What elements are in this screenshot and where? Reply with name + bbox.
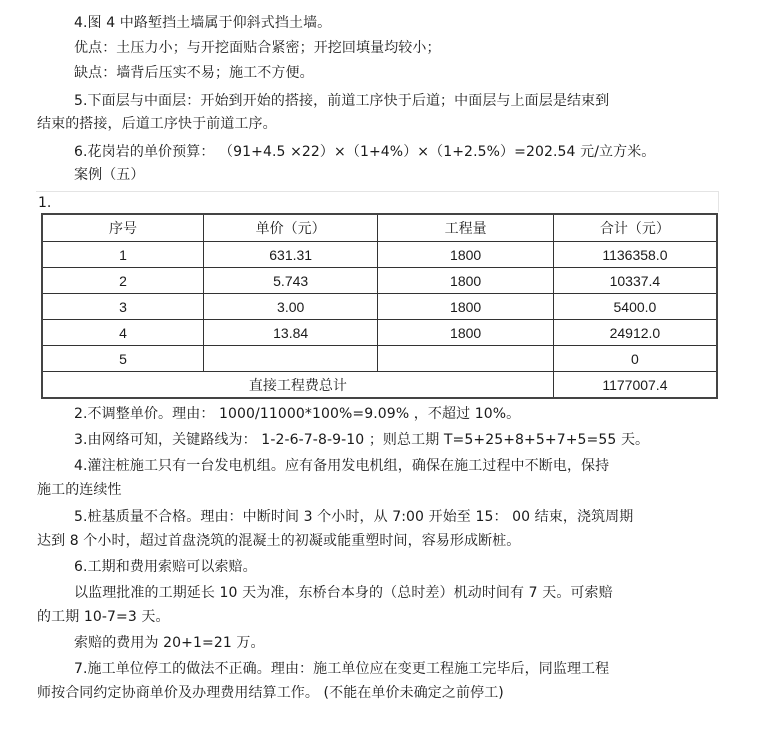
- paragraph-granite-price: 6.花岗岩的单价预算： （91+4.5 ×22）×（1+4%）×（1+2.5%）=202.54 元/立方米。: [74, 144, 656, 160]
- item-number-box: [36, 191, 719, 212]
- answer-2: 2.不调整单价。理由： 1000/11000*100%=9.09% ，不超过 10%。: [74, 406, 521, 422]
- section-heading-case-5: 案例（五）: [74, 167, 145, 183]
- item-number: 1.: [38, 195, 52, 211]
- answer-5-cont: 达到 8 个小时，超过首盘浇筑的混凝土的初凝或能重塑时间，容易形成断桩。: [37, 533, 521, 549]
- table-row: [42, 294, 717, 320]
- answer-6-extension-cont: 的工期 10-7=3 天。: [37, 609, 170, 625]
- table-cell: 1800: [378, 268, 553, 294]
- paragraph-advantages: 优点：土压力小；与开挖面贴合紧密；开挖回填量均较小；: [74, 40, 441, 56]
- paragraph-layer-overlap: 5.下面层与中面层：开始到开始的搭接，前道工序快于后道；中面层与上面层是结束到: [74, 93, 610, 109]
- header-cell: 序号: [42, 214, 203, 242]
- answer-6-cost: 索赔的费用为 20+1=21 万。: [74, 635, 265, 651]
- table-cell: 1800: [378, 294, 553, 320]
- table-row: [42, 268, 717, 294]
- answer-6: 6.工期和费用索赔可以索赔。: [74, 559, 257, 575]
- table-cell: 1800: [378, 242, 553, 268]
- answer-3: 3.由网络可知，关键路线为： 1-2-6-7-8-9-10 ；则总工期 T=5+25+8+5+7+5=55 天。: [74, 432, 650, 448]
- table-cell: 10337.4: [553, 268, 717, 294]
- table-cell: 5400.0: [553, 294, 717, 320]
- table-cell: 3: [42, 294, 203, 320]
- table-cell: [203, 346, 377, 372]
- table-cell: 1800: [378, 320, 553, 346]
- table-cell: [378, 346, 553, 372]
- header-cell: 单价（元）: [203, 214, 377, 242]
- table-cell: 3.00: [203, 294, 377, 320]
- answer-4: 4.灌注桩施工只有一台发电机组。应有备用发电机组，确保在施工过程中不断电，保持: [74, 458, 610, 474]
- table-row: [42, 320, 717, 346]
- table-cell: 1136358.0: [553, 242, 717, 268]
- table-cell: 1: [42, 242, 203, 268]
- table-cell: 5.743: [203, 268, 377, 294]
- answer-4-cont: 施工的连续性: [37, 482, 122, 498]
- header-cell: 工程量: [378, 214, 553, 242]
- answer-7-cont: 师按合同约定协商单价及办理费用结算工作。 (不能在单价未确定之前停工): [37, 685, 504, 701]
- table-cell: 5: [42, 346, 203, 372]
- table-cell: 24912.0: [553, 320, 717, 346]
- table-cell: 2: [42, 268, 203, 294]
- total-value: 1177007.4: [553, 372, 717, 399]
- paragraph-retaining-wall: 4.图 4 中路堑挡土墙属于仰斜式挡土墙。: [74, 15, 332, 31]
- answer-6-extension: 以监理批准的工期延长 10 天为准，东桥台本身的（总时差）机动时间有 7 天。可索赔: [74, 585, 613, 601]
- direct-cost-table: [41, 213, 718, 399]
- header-cell: 合计（元）: [553, 214, 717, 242]
- table-cell: 0: [553, 346, 717, 372]
- table-total-row: [42, 372, 717, 399]
- table-row: [42, 346, 717, 372]
- table-cell: 4: [42, 320, 203, 346]
- table-header-row: [42, 214, 717, 242]
- table-row: [42, 242, 717, 268]
- paragraph-layer-overlap-cont: 结束的搭接，后道工序快于前道工序。: [37, 116, 277, 132]
- total-label: 直接工程费总计: [42, 372, 553, 399]
- table-cell: 13.84: [203, 320, 377, 346]
- answer-7: 7.施工单位停工的做法不正确。理由：施工单位应在变更工程施工完毕后，同监理工程: [74, 661, 610, 677]
- answer-5: 5.桩基质量不合格。理由：中断时间 3 个小时，从 7:00 开始至 15： 00 结束，浇筑周期: [74, 509, 634, 525]
- paragraph-disadvantages: 缺点：墙背后压实不易；施工不方便。: [74, 65, 314, 81]
- table-cell: 631.31: [203, 242, 377, 268]
